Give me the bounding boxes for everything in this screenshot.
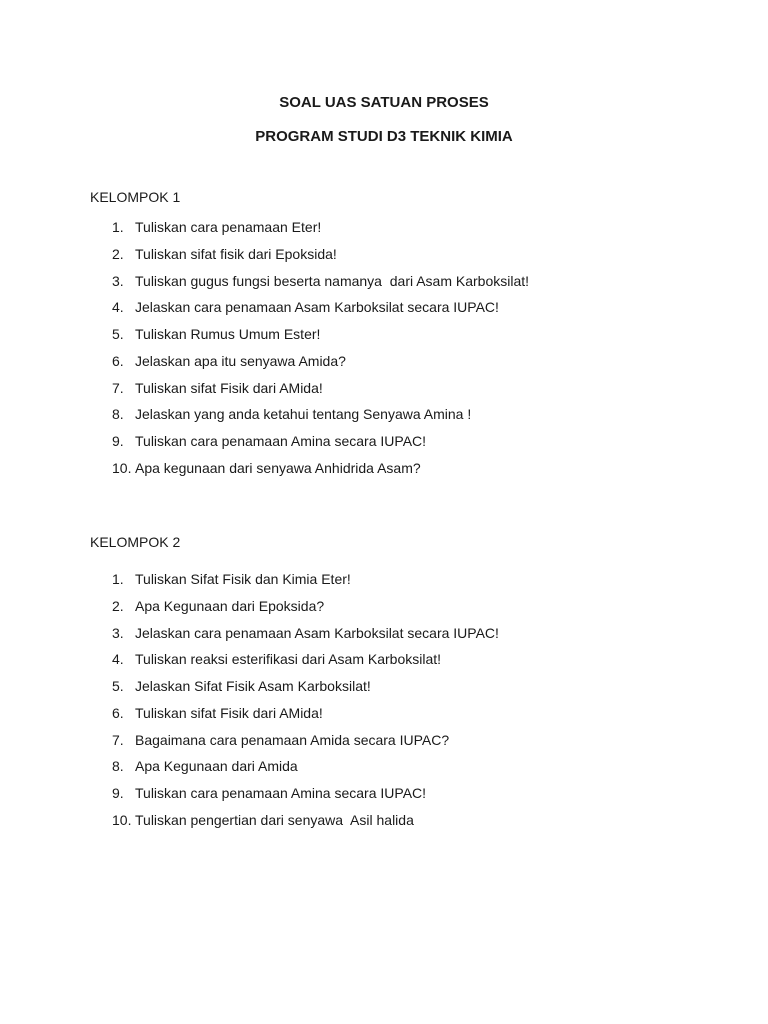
question-text: Tuliskan cara penamaan Amina secara IUPAC! bbox=[135, 433, 427, 449]
question-text: Tuliskan cara penamaan Amina secara IUPAC! bbox=[135, 785, 427, 801]
question-text: Tuliskan cara penamaan Eter! bbox=[135, 219, 322, 235]
question-number: 9. bbox=[112, 785, 124, 801]
question-text: Jelaskan cara penamaan Asam Karboksilat secara IUPAC! bbox=[135, 299, 499, 316]
question-text: Apa Kegunaan dari Amida bbox=[135, 758, 298, 775]
question-text: Tuliskan pengertian dari senyawa Asil halida bbox=[135, 811, 414, 828]
question-text: Jelaskan apa itu senyawa Amida? bbox=[135, 352, 346, 369]
question-text: Tuliskan sifat fisik dari Epoksida! bbox=[135, 245, 337, 262]
question-number: 5. bbox=[112, 678, 124, 694]
question-number: 4. bbox=[112, 299, 124, 316]
question-text: Bagaimana cara penamaan Amida secara IUPAC? bbox=[135, 731, 450, 748]
question-number: 1. bbox=[112, 571, 124, 587]
question-number: 3. bbox=[112, 624, 124, 641]
question-text: Jelaskan yang anda ketahui tentang Senyawa Amina ! bbox=[135, 406, 472, 423]
question-number: 2. bbox=[112, 245, 124, 262]
question-text: Apa Kegunaan dari Epoksida? bbox=[135, 597, 325, 614]
question-text: Tuliskan sifat Fisik dari AMida! bbox=[135, 379, 323, 396]
question-number: 7. bbox=[112, 379, 124, 396]
question-text: Tuliskan reaksi esterifikasi dari Asam Karboksilat! bbox=[135, 651, 442, 668]
question-text: Jelaskan cara penamaan Asam Karboksilat secara IUPAC! bbox=[135, 624, 499, 641]
question-text: Tuliskan sifat Fisik dari AMida! bbox=[135, 704, 323, 721]
question-number: 10. bbox=[112, 459, 132, 476]
group-heading-1: KELOMPOK 1 bbox=[90, 189, 181, 205]
question-number: 3. bbox=[112, 272, 124, 289]
document-title: SOAL UAS SATUAN PROSES bbox=[279, 94, 489, 111]
question-text: Jelaskan Sifat Fisik Asam Karboksilat! bbox=[135, 678, 371, 694]
question-text: Apa kegunaan dari senyawa Anhidrida Asam? bbox=[135, 459, 421, 476]
question-number: 6. bbox=[112, 352, 124, 369]
question-number: 6. bbox=[112, 704, 124, 721]
question-text: Tuliskan Sifat Fisik dan Kimia Eter! bbox=[135, 571, 351, 587]
question-number: 4. bbox=[112, 651, 124, 668]
question-number: 10. bbox=[112, 811, 132, 828]
question-number: 2. bbox=[112, 597, 124, 614]
group-heading-2: KELOMPOK 2 bbox=[90, 534, 181, 550]
question-number: 8. bbox=[112, 406, 124, 423]
question-text: Tuliskan gugus fungsi beserta namanya dari Asam Karboksilat! bbox=[135, 272, 530, 289]
question-text: Tuliskan Rumus Umum Ester! bbox=[135, 326, 321, 342]
question-number: 9. bbox=[112, 433, 124, 449]
question-number: 5. bbox=[112, 326, 124, 342]
question-number: 7. bbox=[112, 731, 124, 748]
question-number: 1. bbox=[112, 219, 124, 235]
question-number: 8. bbox=[112, 758, 124, 775]
document-subtitle: PROGRAM STUDI D3 TEKNIK KIMIA bbox=[255, 128, 513, 145]
